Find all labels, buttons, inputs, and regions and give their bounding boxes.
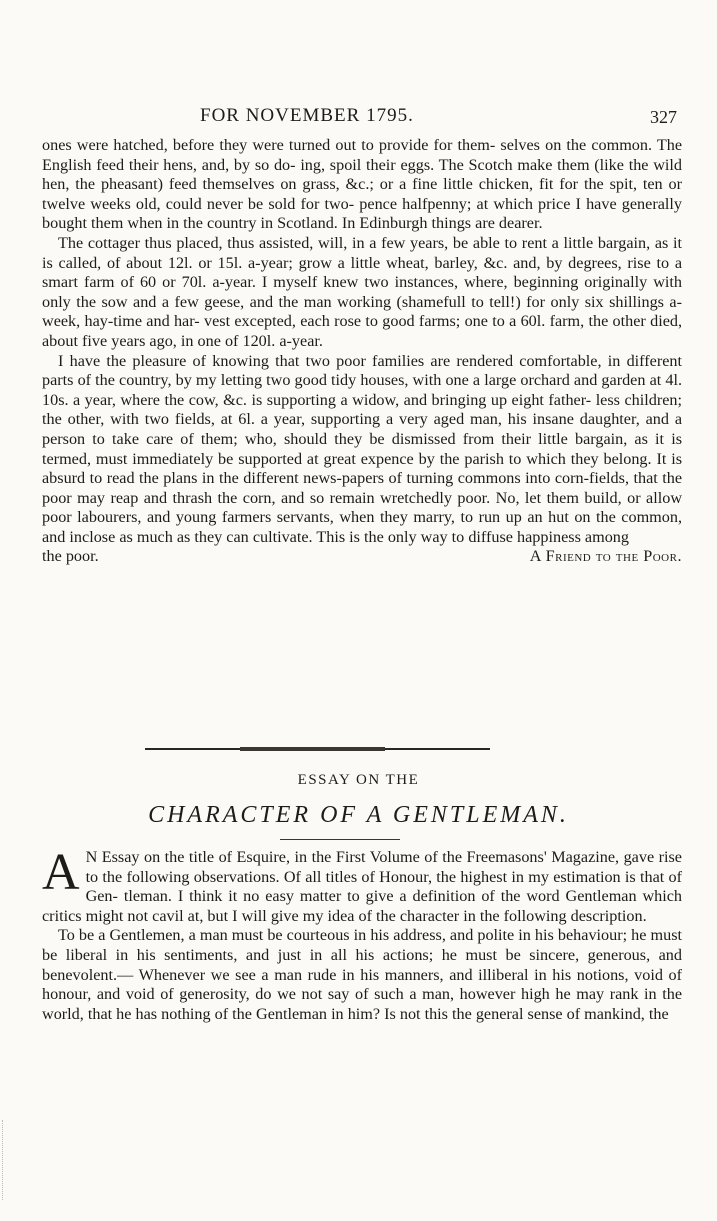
text-line: reap and thrash the corn, and so remain wretchedly poor. No, let [110, 488, 542, 507]
text-line: which they belong. It is absurd to read the plans in the different [42, 449, 683, 488]
text-line: vest excepted, each rose to good farms; one to a 60l. farm, the other [204, 312, 646, 331]
text-line: void of honour, and void of generosity, do we not say of such a man, [42, 965, 683, 1004]
essay-paragraph-2 [42, 926, 682, 1024]
letter-paragraph-1 [42, 136, 682, 234]
closing-text: the poor. [42, 547, 99, 566]
text-line: however high he may rank in the world, that he has nothing of the [42, 985, 683, 1023]
letter-text [42, 136, 682, 567]
text-line: of the character in the following description. [358, 906, 647, 925]
text-line: The cottager thus placed, thus assisted, will, in a few years, be [58, 233, 469, 252]
text-line: tleman. I think it no easy matter to give a definition of the word [123, 887, 560, 906]
text-line: aged man, his insane daughter, and a person to take care of them; [42, 410, 683, 448]
title-underline [280, 839, 400, 840]
text-line: I have the pleasure of knowing that two poor families are rendered [58, 351, 514, 370]
letter-paragraph-3 [42, 352, 682, 548]
text-line: must immediately be supported at great expence by the parish to [95, 449, 522, 468]
text-line: pheasant) feed themselves on grass, &c.; or a fine little chicken, fit [100, 175, 554, 194]
text-line: Gentleman in him? Is not this the general sense of mankind, the [256, 1004, 669, 1023]
text-line: Gentleman which critics might not cavil at, but I will give my idea [42, 887, 683, 925]
section-divider-ornament [240, 747, 385, 751]
text-line: in all his actions; he must be sincere, generous, and benevolent.— [42, 945, 682, 984]
text-line: where the cow, &c. is supporting a widow, and bringing up eight father- [120, 390, 592, 409]
essay-text [42, 844, 683, 1024]
scan-margin-marks [2, 1120, 5, 1200]
text-line: news-papers of turning commons into corn-fields, that the poor may [42, 469, 682, 507]
page-number: 327 [650, 107, 677, 127]
essay-title: CHARACTER OF A GENTLEMAN. [148, 802, 569, 828]
essay-paragraph-1 [42, 844, 683, 926]
text-line: them build, or allow poor labourers, and young farmers servants, when [42, 488, 683, 527]
text-line: for the spit, ten or twelve weeks old, could never be sold for two- [42, 175, 683, 213]
text-line: N Essay on the title of Esquire, in the First Volume of the [85, 848, 463, 866]
text-line: Of all titles of Honour, the highest in my estimation is that of Gen- [85, 867, 683, 906]
signature-line [42, 547, 682, 567]
text-line: of 60 or 70l. a-year. I myself knew two instances, where, beginning [120, 273, 579, 292]
text-line: ing, spoil their eggs. The Scotch make them (like the wild hen, the [42, 155, 683, 194]
text-line: less children; the other, with two fields, at 6l. a year, supporting a very [42, 390, 682, 429]
text-line: To be a Gentlemen, a man must be courteous in his address, and [58, 926, 474, 945]
text-line: Freemasons' Magazine, gave rise to the following observations. [85, 848, 682, 886]
text-line: originally with only the sow and a few geese, and the man working [42, 273, 682, 311]
text-line: ones were hatched, before they were turned out to provide for them- [42, 136, 496, 154]
text-line: they can cultivate. This is the only way to diffuse happiness among [194, 527, 629, 546]
text-line: they marry, to run up an hut on the common, and inclose as much as [42, 508, 683, 546]
text-line: Whenever we see a man rude in his manners, and illiberal in his notions, [138, 965, 629, 984]
text-line: selves on the common. The English feed their hens, and, by so do- [42, 136, 683, 174]
text-line: tidy houses, with one a large orchard and garden at 4l. 10s. a year, [42, 371, 682, 409]
text-line: comfortable, in different parts of the country, by my letting two good [42, 351, 683, 390]
running-title: FOR NOVEMBER 1795. [200, 105, 414, 126]
text-line: died, about five years ago, in one of 120l. a-year. [42, 312, 683, 350]
text-line: polite in his behaviour; he must be liberal in his sentiments, and just [42, 926, 682, 964]
text-line: grow a little wheat, barley, &c. and, by degrees, rise to a smart farm [42, 253, 682, 292]
text-line: who, should they be dismissed from their little bargain, as it is termed, [42, 429, 682, 468]
running-head [200, 105, 677, 129]
letter-paragraph-2 [42, 234, 682, 352]
text-line: able to rent a little bargain, as it is called, of about 12l. or 15l. a-year; [42, 233, 683, 272]
signature: A Friend to the Poor. [529, 547, 682, 566]
text-line: in the country in Scotland. In Edinburgh things are dearer. [166, 214, 543, 233]
essay-kicker: ESSAY ON THE [297, 772, 420, 788]
drop-cap: A [42, 844, 80, 901]
text-line: pence halfpenny; at which price I have generally bought them when [42, 194, 682, 233]
text-line: (shamefull to tell!) for only six shillings a-week, hay-time and har- [42, 292, 683, 331]
